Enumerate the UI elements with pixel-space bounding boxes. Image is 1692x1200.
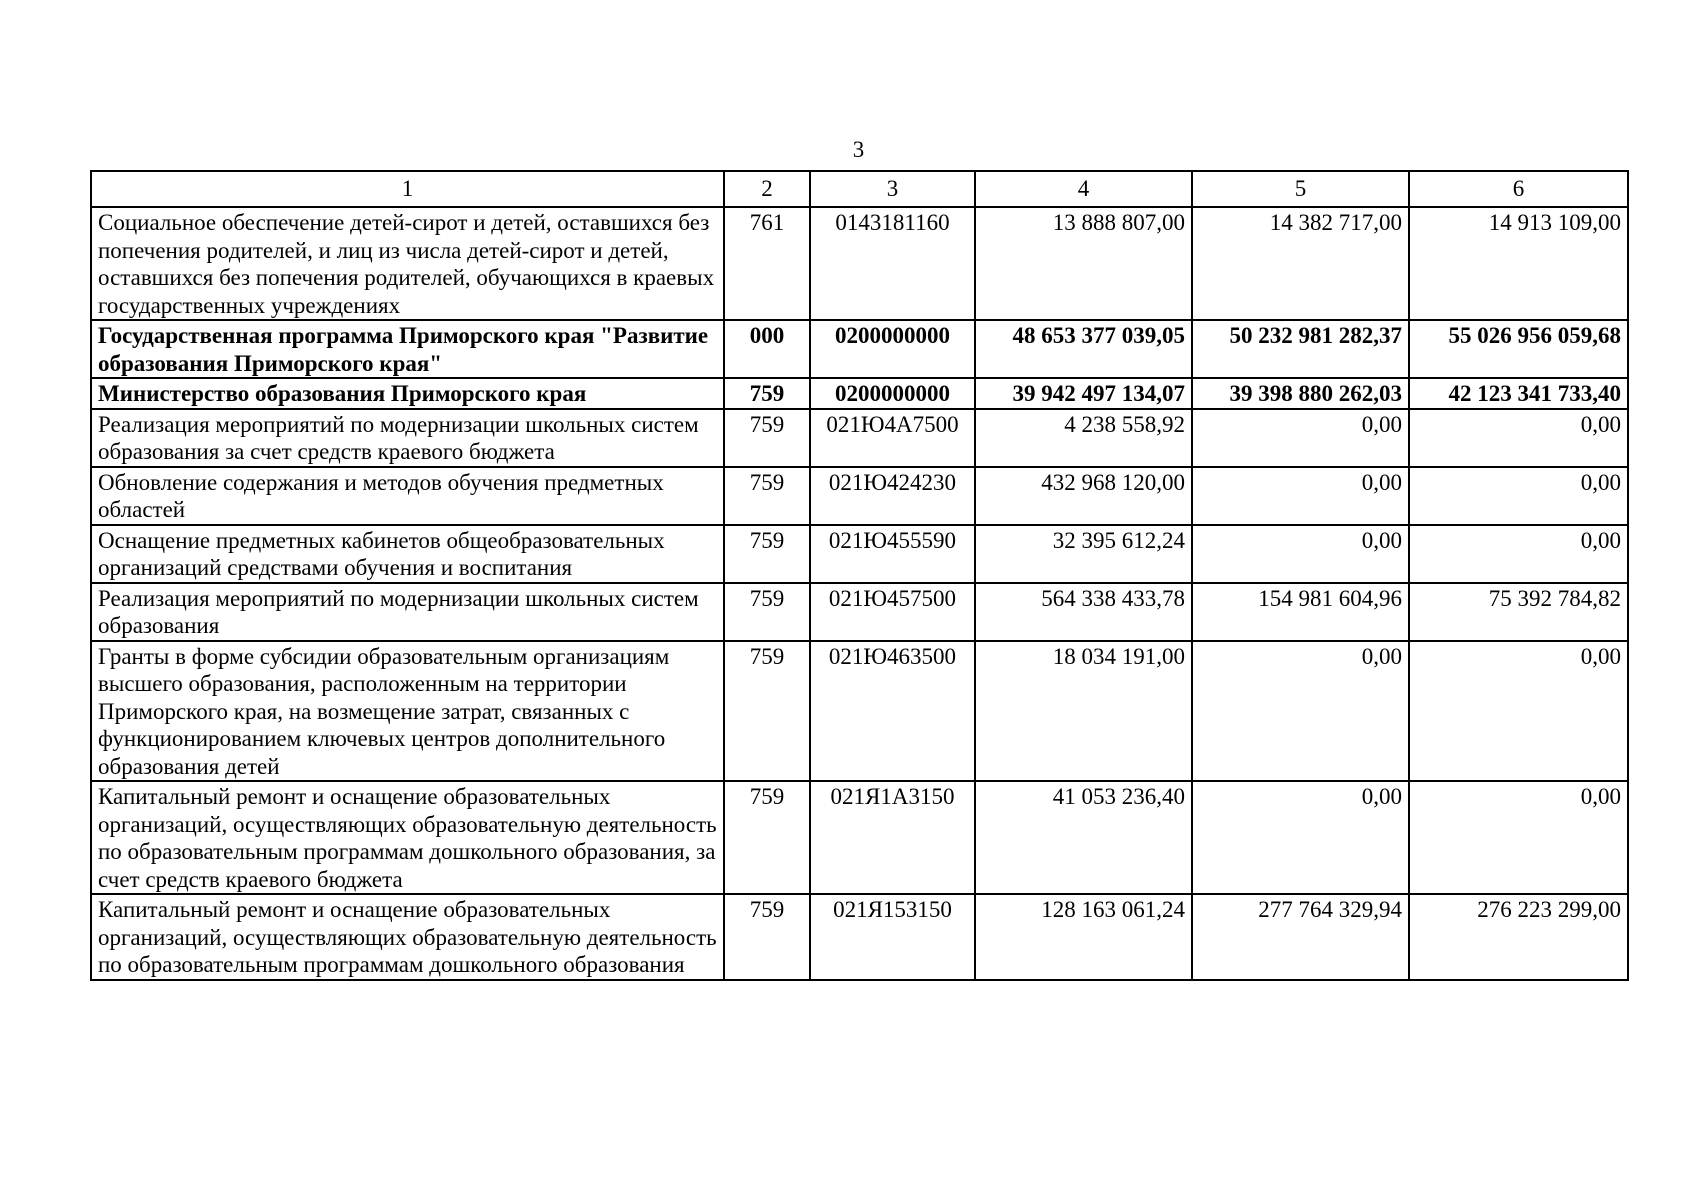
table-header-row (91, 171, 1628, 207)
target-article-code-cell: 021Ю4А7500 (810, 409, 975, 467)
department-code-cell: 759 (724, 409, 810, 467)
table-row (91, 583, 1628, 641)
amount-col5-cell: 14 382 717,00 (1192, 207, 1409, 320)
department-code-cell: 761 (724, 207, 810, 320)
table-row (91, 409, 1628, 467)
column-header-1: 1 (91, 171, 724, 207)
amount-col4-cell: 432 968 120,00 (975, 467, 1192, 525)
department-code-cell: 759 (724, 781, 810, 894)
amount-col6-cell: 75 392 784,82 (1409, 583, 1628, 641)
program-name-cell: Капитальный ремонт и оснащение образовательных организаций, осуществляющих образовательную деятельность по образовательным программам дошкольного образования, за счет средств краевого бюджета (91, 781, 724, 894)
amount-col5-cell: 0,00 (1192, 467, 1409, 525)
program-name-cell: Реализация мероприятий по модернизации школьных систем образования (91, 583, 724, 641)
amount-col6-cell: 0,00 (1409, 409, 1628, 467)
program-name-cell: Реализация мероприятий по модернизации школьных систем образования за счет средств краевого бюджета (91, 409, 724, 467)
target-article-code-cell: 021Ю457500 (810, 583, 975, 641)
program-name-cell: Обновление содержания и методов обучения предметных областей (91, 467, 724, 525)
department-code-cell: 759 (724, 894, 810, 980)
target-article-code-cell: 0200000000 (810, 378, 975, 409)
program-name-cell: Капитальный ремонт и оснащение образовательных организаций, осуществляющих образовательную деятельность по образовательным программам дошкольного образования (91, 894, 724, 980)
column-header-5: 5 (1192, 171, 1409, 207)
budget-table (90, 170, 1629, 981)
amount-col5-cell: 0,00 (1192, 781, 1409, 894)
department-code-cell: 759 (724, 378, 810, 409)
target-article-code-cell: 0143181160 (810, 207, 975, 320)
amount-col4-cell: 32 395 612,24 (975, 525, 1192, 583)
amount-col5-cell: 0,00 (1192, 409, 1409, 467)
table-row (91, 894, 1628, 980)
program-name-cell: Социальное обеспечение детей-сирот и детей, оставшихся без попечения родителей, и лиц из числа детей-сирот и детей, оставшихся без попечения родителей, обучающихся в краевых государственных учреждениях (91, 207, 724, 320)
amount-col4-cell: 4 238 558,92 (975, 409, 1192, 467)
target-article-code-cell: 021Я1А3150 (810, 781, 975, 894)
column-header-4: 4 (975, 171, 1192, 207)
amount-col5-cell: 50 232 981 282,37 (1192, 320, 1409, 378)
program-name-cell: Оснащение предметных кабинетов общеобразовательных организаций средствами обучения и воспитания (91, 525, 724, 583)
program-name-cell: Министерство образования Приморского края (91, 378, 724, 409)
amount-col4-cell: 48 653 377 039,05 (975, 320, 1192, 378)
amount-col6-cell: 0,00 (1409, 467, 1628, 525)
amount-col6-cell: 14 913 109,00 (1409, 207, 1628, 320)
amount-col6-cell: 0,00 (1409, 525, 1628, 583)
amount-col4-cell: 18 034 191,00 (975, 641, 1192, 782)
table-body (91, 207, 1628, 980)
amount-col5-cell: 0,00 (1192, 525, 1409, 583)
target-article-code-cell: 0200000000 (810, 320, 975, 378)
amount-col6-cell: 42 123 341 733,40 (1409, 378, 1628, 409)
table-row (91, 641, 1628, 782)
table-row (91, 467, 1628, 525)
column-header-6: 6 (1409, 171, 1628, 207)
column-header-3: 3 (810, 171, 975, 207)
amount-col6-cell: 0,00 (1409, 781, 1628, 894)
department-code-cell: 759 (724, 583, 810, 641)
table-row (91, 781, 1628, 894)
amount-col5-cell: 277 764 329,94 (1192, 894, 1409, 980)
column-header-2: 2 (724, 171, 810, 207)
amount-col4-cell: 128 163 061,24 (975, 894, 1192, 980)
amount-col6-cell: 276 223 299,00 (1409, 894, 1628, 980)
amount-col5-cell: 154 981 604,96 (1192, 583, 1409, 641)
table-row (91, 525, 1628, 583)
table-row (91, 207, 1628, 320)
amount-col4-cell: 41 053 236,40 (975, 781, 1192, 894)
amount-col4-cell: 13 888 807,00 (975, 207, 1192, 320)
program-name-cell: Гранты в форме субсидии образовательным организациям высшего образования, расположенным на территории Приморского края, на возмещение затрат, связанных с функционированием ключевых центров дополнительного образования детей (91, 641, 724, 782)
amount-col6-cell: 55 026 956 059,68 (1409, 320, 1628, 378)
amount-col5-cell: 39 398 880 262,03 (1192, 378, 1409, 409)
table-row-ministry-total (91, 378, 1628, 409)
target-article-code-cell: 021Ю463500 (810, 641, 975, 782)
target-article-code-cell: 021Ю455590 (810, 525, 975, 583)
table-row-program-total (91, 320, 1628, 378)
amount-col6-cell: 0,00 (1409, 641, 1628, 782)
page-number: 3 (852, 137, 865, 162)
department-code-cell: 000 (724, 320, 810, 378)
amount-col4-cell: 564 338 433,78 (975, 583, 1192, 641)
program-name-cell: Государственная программа Приморского края "Развитие образования Приморского края" (91, 320, 724, 378)
amount-col4-cell: 39 942 497 134,07 (975, 378, 1192, 409)
department-code-cell: 759 (724, 467, 810, 525)
target-article-code-cell: 021Я153150 (810, 894, 975, 980)
amount-col5-cell: 0,00 (1192, 641, 1409, 782)
department-code-cell: 759 (724, 525, 810, 583)
department-code-cell: 759 (724, 641, 810, 782)
target-article-code-cell: 021Ю424230 (810, 467, 975, 525)
